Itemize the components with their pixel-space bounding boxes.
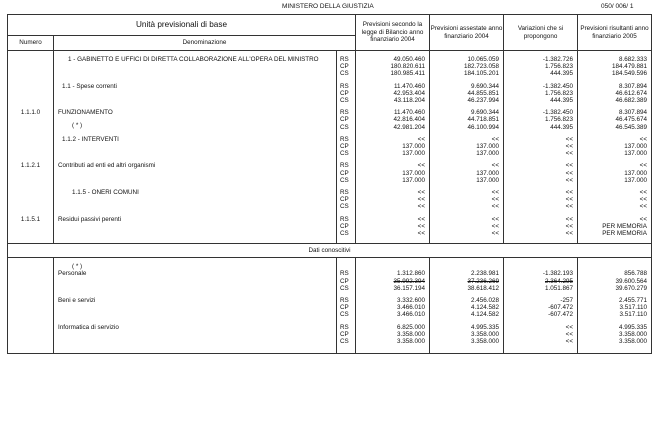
dati-label: Informatica di servizio [54, 319, 337, 346]
spacer-cell [504, 258, 578, 271]
amount-cell: 9.690.344 [430, 104, 504, 116]
denominazione-text: 1.1 - Spese correnti [62, 82, 117, 90]
amount-cell: 2.364.295 [504, 278, 578, 285]
amount-cell: 137.000 [430, 150, 504, 157]
amount-cell: 137.000 [578, 170, 652, 177]
spacer-row [8, 345, 652, 354]
dati-row [8, 292, 652, 304]
amount-cell: << [356, 196, 430, 203]
amount-cell: 1.756.823 [504, 90, 578, 97]
amount-cell: 3.358.000 [430, 331, 504, 338]
amount-cell: -607.472 [504, 304, 578, 311]
unita-header: Unità previsionali di base [8, 15, 356, 36]
amount-cell: << [504, 223, 578, 230]
amount-cell: 36.157.194 [356, 285, 430, 292]
amount-cell: 8.307.894 [578, 104, 652, 116]
row-number [8, 51, 54, 78]
row-number [8, 319, 54, 346]
amount-cell: << [504, 331, 578, 338]
amount-cell: << [504, 170, 578, 177]
row-number [8, 270, 54, 292]
amount-cell: 1.756.823 [504, 63, 578, 70]
row-type-label: RS [337, 292, 356, 304]
amount-cell: << [356, 223, 430, 230]
row-number [8, 292, 54, 319]
amount-cell: 180.820.611 [356, 63, 430, 70]
col-bilancio-header: Previsioni secondo la legge di Bilancio anno finanziario 2004 [356, 15, 430, 51]
row-type-label: CS [337, 203, 356, 210]
denominazione-text: 1.1.2 - INTERVENTI [62, 135, 119, 143]
amount-cell: 3.358.000 [356, 331, 430, 338]
amount-cell: << [504, 150, 578, 157]
row-number: 1.1.5.1 [8, 211, 54, 238]
amount-cell: 39.600.564 [578, 278, 652, 285]
amount-cell: 46.237.994 [430, 97, 504, 104]
amount-cell: 184.549.596 [578, 70, 652, 77]
amount-cell: 44.855.851 [430, 90, 504, 97]
amount-cell: 2.238.981 [430, 270, 504, 277]
amount-cell: -607.472 [504, 311, 578, 318]
page-code: 050/ 006/ 1 [601, 3, 634, 10]
row-type-label: RS [337, 184, 356, 196]
amount-cell: 3.466.010 [356, 311, 430, 318]
row-denominazione [54, 51, 337, 78]
spacer-cell [356, 258, 430, 271]
amount-cell: << [504, 184, 578, 196]
spacer-cell [337, 345, 356, 354]
amount-cell: 8.307.894 [578, 78, 652, 90]
amount-cell: << [504, 143, 578, 150]
row-type-label: CP [337, 223, 356, 230]
amount-cell: 9.690.344 [430, 78, 504, 90]
spacer-cell [356, 345, 430, 354]
amount-cell: 11.470.460 [356, 104, 430, 116]
row-type-label: CS [337, 177, 356, 184]
amount-cell: -1.382.193 [504, 270, 578, 277]
spacer-cell [337, 258, 356, 271]
row-denominazione [54, 184, 337, 211]
budget-row [8, 184, 652, 196]
row-number: 1.1.2.1 [8, 157, 54, 184]
spacer-cell [8, 345, 54, 354]
amount-cell: 444.395 [504, 97, 578, 104]
row-type-label: RS [337, 319, 356, 331]
amount-cell: PER MEMORIA [578, 223, 652, 230]
amount-cell: 3.517.110 [578, 304, 652, 311]
amount-cell: << [430, 223, 504, 230]
row-type-label: CS [337, 285, 356, 292]
amount-cell: << [430, 131, 504, 143]
amount-cell: << [578, 211, 652, 223]
row-type-label: CP [337, 278, 356, 285]
amount-cell: << [504, 177, 578, 184]
amount-cell: 444.395 [504, 70, 578, 77]
amount-cell: 4.995.335 [430, 319, 504, 331]
amount-cell: 184.479.881 [578, 63, 652, 70]
amount-cell: -1.382.450 [504, 78, 578, 90]
amount-cell: 444.395 [504, 124, 578, 131]
amount-cell: 182.723.058 [430, 63, 504, 70]
amount-cell: << [430, 203, 504, 210]
amount-cell: 46.612.674 [578, 90, 652, 97]
budget-row [8, 211, 652, 223]
amount-cell: << [430, 196, 504, 203]
amount-cell: << [578, 157, 652, 169]
col-variazioni-header: Variazioni che si propongono [504, 15, 578, 51]
amount-cell: 856.788 [578, 270, 652, 277]
row-type-label: CP [337, 63, 356, 70]
row-type-label: CS [337, 70, 356, 77]
budget-row [8, 131, 652, 143]
col-assestate-header: Previsioni assestate anno finanziario 2004 [430, 15, 504, 51]
amount-cell: << [578, 196, 652, 203]
amount-cell: << [504, 319, 578, 331]
dati-label: Personale [54, 270, 337, 292]
spacer-cell [578, 345, 652, 354]
row-denominazione [54, 131, 337, 158]
amount-cell: 3.358.000 [356, 338, 430, 345]
amount-cell: 46.475.674 [578, 116, 652, 123]
amount-cell: 3.358.000 [578, 338, 652, 345]
dati-conoscitivi-title: Dati conoscitivi [8, 244, 652, 258]
denominazione-text: 1.1.5 - ONERI COMUNI [72, 189, 139, 197]
row-type-label: CP [337, 170, 356, 177]
amount-cell: 4.995.335 [578, 319, 652, 331]
amount-cell: 37.236.269 [430, 278, 504, 285]
amount-cell: 4.124.582 [430, 311, 504, 318]
row-type-label: CS [337, 150, 356, 157]
row-type-label: RS [337, 104, 356, 116]
amount-cell: 4.124.582 [430, 304, 504, 311]
spacer-cell [578, 258, 652, 271]
dati-note-row [8, 258, 652, 271]
dati-note: ( * ) [72, 263, 83, 271]
amount-cell: << [504, 230, 578, 237]
dati-row [8, 319, 652, 331]
denominazione-text: Residui passivi perenti [58, 215, 121, 223]
amount-cell: 2.456.028 [430, 292, 504, 304]
amount-cell: -1.382.726 [504, 51, 578, 64]
denominazione-text: FUNZIONAMENTO [58, 109, 113, 117]
row-number [8, 131, 54, 158]
row-number: 1.1.1.0 [8, 104, 54, 131]
row-type-label: RS [337, 211, 356, 223]
amount-cell: 1.312.860 [356, 270, 430, 277]
spacer-cell [430, 345, 504, 354]
col-risultanti-header: Previsioni risultanti anno finanziario 2005 [578, 15, 652, 51]
row-number [8, 78, 54, 105]
row-type-label: CP [337, 90, 356, 97]
amount-cell: << [504, 211, 578, 223]
amount-cell: 137.000 [430, 143, 504, 150]
amount-cell: 46.682.389 [578, 97, 652, 104]
amount-cell: 2.455.771 [578, 292, 652, 304]
ministry-title: MINISTERO DELLA GIUSTIZIA [282, 3, 374, 10]
amount-cell: 137.000 [578, 150, 652, 157]
amount-cell: << [356, 230, 430, 237]
row-type-label: RS [337, 131, 356, 143]
row-number [8, 184, 54, 211]
amount-cell: 137.000 [430, 170, 504, 177]
amount-cell: 137.000 [578, 143, 652, 150]
budget-row [8, 104, 652, 116]
amount-cell: 38.618.412 [430, 285, 504, 292]
denominazione-note: ( * ) [72, 122, 83, 130]
amount-cell: -257 [504, 292, 578, 304]
amount-cell: 137.000 [356, 170, 430, 177]
amount-cell: 1.051.867 [504, 285, 578, 292]
amount-cell: << [356, 157, 430, 169]
budget-table [7, 14, 652, 354]
amount-cell: << [356, 211, 430, 223]
row-denominazione [54, 104, 337, 131]
amount-cell: 180.985.411 [356, 70, 430, 77]
spacer-cell [504, 345, 578, 354]
dati-note-cell [54, 258, 337, 271]
amount-cell: 6.825.000 [356, 319, 430, 331]
amount-cell: 137.000 [578, 177, 652, 184]
amount-cell: << [430, 211, 504, 223]
amount-cell: 49.050.460 [356, 51, 430, 64]
amount-cell: 46.545.389 [578, 124, 652, 131]
row-type-label: CS [337, 338, 356, 345]
denominazione-header: Denominazione [54, 36, 356, 51]
amount-cell: << [504, 338, 578, 345]
amount-cell: << [430, 157, 504, 169]
amount-cell: 3.358.000 [578, 331, 652, 338]
amount-cell: << [504, 131, 578, 143]
row-type-label: CS [337, 230, 356, 237]
amount-cell: 137.000 [356, 177, 430, 184]
row-type-label: RS [337, 157, 356, 169]
amount-cell: 1.756.823 [504, 116, 578, 123]
dati-conoscitivi-body [8, 244, 652, 354]
amount-cell: PER MEMORIA [578, 230, 652, 237]
amount-cell: 44.718.851 [430, 116, 504, 123]
amount-cell: 137.000 [430, 177, 504, 184]
amount-cell: 42.953.404 [356, 90, 430, 97]
amount-cell: 184.105.201 [430, 70, 504, 77]
row-type-label: CS [337, 97, 356, 104]
row-type-label: RS [337, 270, 356, 277]
amount-cell: 46.100.994 [430, 124, 504, 131]
amount-cell: << [504, 203, 578, 210]
row-type-label: CS [337, 311, 356, 318]
dati-row [8, 270, 652, 277]
amount-cell: 39.670.279 [578, 285, 652, 292]
amount-cell: << [578, 131, 652, 143]
amount-cell: << [356, 203, 430, 210]
row-type-label: RS [337, 51, 356, 64]
row-type-label: CP [337, 304, 356, 311]
spacer-cell [430, 258, 504, 271]
amount-cell: 43.118.204 [356, 97, 430, 104]
amount-cell: 3.332.600 [356, 292, 430, 304]
budget-row [8, 157, 652, 169]
row-type-label: CP [337, 196, 356, 203]
amount-cell: 11.470.460 [356, 78, 430, 90]
row-type-label: RS [337, 78, 356, 90]
amount-cell: 3.466.010 [356, 304, 430, 311]
denominazione-text: Contributi ad enti ed altri organismi [58, 162, 156, 170]
denominazione-text: 1 - GABINETTO E UFFICI DI DIRETTA COLLABORAZIONE ALL'OPERA DEL MINISTRO [68, 56, 319, 63]
amount-cell: 42.981.204 [356, 124, 430, 131]
row-type-label: CP [337, 331, 356, 338]
budget-body [8, 51, 652, 244]
row-denominazione [54, 211, 337, 238]
row-type-label: CS [337, 124, 356, 131]
dati-label: Beni e servizi [54, 292, 337, 319]
amount-cell: 3.358.000 [430, 338, 504, 345]
amount-cell: 35.992.394 [356, 278, 430, 285]
amount-cell: << [578, 203, 652, 210]
amount-cell: << [504, 157, 578, 169]
amount-cell: 3.517.110 [578, 311, 652, 318]
budget-row [8, 78, 652, 90]
amount-cell: << [430, 184, 504, 196]
dati-title-row [8, 244, 652, 258]
row-denominazione [54, 157, 337, 184]
amount-cell: 137.000 [356, 143, 430, 150]
row-type-label: CP [337, 143, 356, 150]
row-denominazione [54, 78, 337, 105]
numero-header: Numero [8, 36, 54, 51]
amount-cell: << [356, 184, 430, 196]
amount-cell: << [504, 196, 578, 203]
spacer-cell [8, 258, 54, 271]
amount-cell: 137.000 [356, 150, 430, 157]
amount-cell: << [430, 230, 504, 237]
amount-cell: << [578, 184, 652, 196]
amount-cell: 42.816.404 [356, 116, 430, 123]
amount-cell: 8.682.333 [578, 51, 652, 64]
budget-row [8, 51, 652, 64]
amount-cell: 10.065.059 [430, 51, 504, 64]
amount-cell: -1.382.450 [504, 104, 578, 116]
row-type-label: CP [337, 116, 356, 123]
amount-cell: << [356, 131, 430, 143]
spacer-cell [54, 345, 337, 354]
